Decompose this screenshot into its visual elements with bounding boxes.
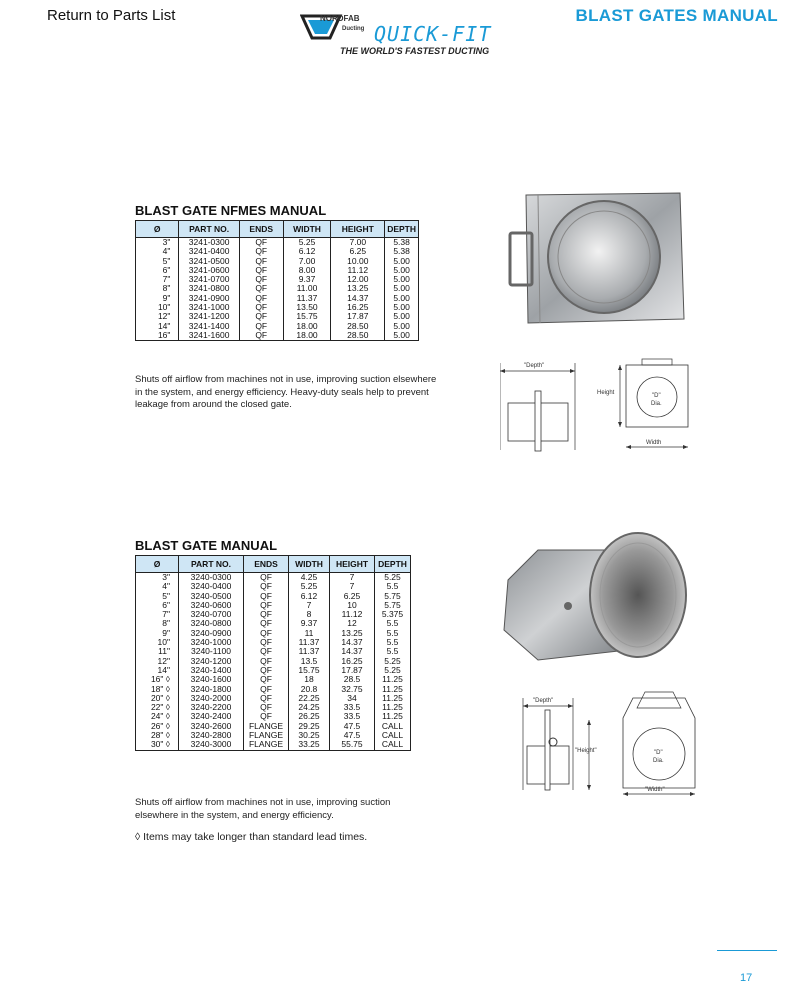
table-cell: 6.12 (283, 247, 331, 256)
manual-height-label: "Height" (575, 748, 597, 754)
table-cell: 34 (330, 694, 375, 703)
table-header-row (136, 221, 419, 238)
table-cell: FLANGE (244, 722, 289, 731)
table-cell: 5.00 (385, 294, 419, 303)
table-cell: 9" (136, 629, 179, 638)
table-cell: 28.50 (331, 322, 385, 331)
table-cell: QF (239, 303, 283, 312)
table-cell: 5.5 (375, 619, 411, 628)
table-cell: 26.25 (289, 712, 330, 721)
table-cell: 5.375 (375, 610, 411, 619)
manual-dimension-drawing (505, 690, 705, 800)
table-cell: 3241-1000 (179, 303, 239, 312)
table-cell: 14" (136, 666, 179, 675)
table-cell: 11.25 (375, 675, 411, 684)
table-cell: 47.5 (330, 731, 375, 740)
table-cell: QF (239, 284, 283, 293)
table-cell: 5.25 (375, 666, 411, 675)
table-cell: 3241-0300 (179, 238, 239, 248)
table-cell: 30" ◊ (136, 740, 179, 750)
table-cell: QF (244, 629, 289, 638)
table-cell: 33.5 (330, 703, 375, 712)
table-cell: 22" ◊ (136, 703, 179, 712)
table-cell: 10" (136, 638, 179, 647)
table-row (136, 685, 411, 694)
table-row (136, 238, 419, 248)
table-cell: 16.25 (331, 303, 385, 312)
table-cell: 28.5 (330, 675, 375, 684)
table-cell: 3240-0700 (179, 610, 244, 619)
table-cell: 5.38 (385, 238, 419, 248)
table-cell: 11.37 (289, 638, 330, 647)
column-header: PART NO. (179, 221, 239, 238)
nfmes-section-title: BLAST GATE NFMES MANUAL (135, 203, 327, 218)
table-row (136, 257, 419, 266)
table-cell: 11.00 (283, 284, 331, 293)
table-cell: 3241-0500 (179, 257, 239, 266)
table-cell: QF (244, 675, 289, 684)
table-cell: QF (239, 247, 283, 256)
logo-tagline: THE WORLD'S FASTEST DUCTING (340, 46, 490, 56)
table-cell: 3240-0300 (179, 573, 244, 583)
table-cell: 4" (136, 247, 179, 256)
table-cell: 5.25 (375, 657, 411, 666)
table-cell: 3240-2400 (179, 712, 244, 721)
table-cell: 3240-0800 (179, 619, 244, 628)
table-row (136, 303, 419, 312)
table-cell: 5.00 (385, 257, 419, 266)
table-cell: 10 (330, 601, 375, 610)
table-cell: 30.25 (289, 731, 330, 740)
table-cell: 9.37 (289, 619, 330, 628)
table-cell: 6" (136, 266, 179, 275)
table-cell: 6.12 (289, 592, 330, 601)
table-cell: 32.75 (330, 685, 375, 694)
nordfab-quickfit-logo (300, 10, 500, 62)
table-row (136, 666, 411, 675)
table-header-row (136, 556, 411, 573)
table-cell: 7.00 (283, 257, 331, 266)
table-cell: 8" (136, 619, 179, 628)
table-row (136, 592, 411, 601)
table-cell: 24" ◊ (136, 712, 179, 721)
table-cell: 13.50 (283, 303, 331, 312)
table-cell: 4.25 (289, 573, 330, 583)
table-cell: 14.37 (330, 638, 375, 647)
nfmes-spec-table (135, 220, 419, 341)
table-cell: 3241-1400 (179, 322, 239, 331)
table-cell: 3240-2800 (179, 731, 244, 740)
table-cell: CALL (375, 740, 411, 750)
table-cell: 5.5 (375, 582, 411, 591)
table-cell: 7" (136, 610, 179, 619)
table-cell: 3240-0400 (179, 582, 244, 591)
table-cell: 3240-3000 (179, 740, 244, 750)
table-cell: 33.5 (330, 712, 375, 721)
table-cell: 3240-0900 (179, 629, 244, 638)
table-cell: 5.75 (375, 601, 411, 610)
manual-title: BLAST GATES MANUAL (575, 6, 778, 25)
table-cell: 3241-1600 (179, 331, 239, 341)
table-cell: 11.25 (375, 685, 411, 694)
table-cell: 18 (289, 675, 330, 684)
table-cell: 28.50 (331, 331, 385, 341)
table-row (136, 601, 411, 610)
column-header: HEIGHT (330, 556, 375, 573)
table-cell: 5.5 (375, 647, 411, 656)
table-cell: 5.00 (385, 331, 419, 341)
table-row (136, 284, 419, 293)
table-cell: 24.25 (289, 703, 330, 712)
table-cell: QF (244, 592, 289, 601)
table-cell: 3" (136, 238, 179, 248)
table-cell: QF (244, 657, 289, 666)
table-cell: 14.37 (331, 294, 385, 303)
column-header: WIDTH (289, 556, 330, 573)
table-cell: 8 (289, 610, 330, 619)
table-cell: 5" (136, 257, 179, 266)
column-header: PART NO. (179, 556, 244, 573)
table-cell: 18" ◊ (136, 685, 179, 694)
table-cell: 11.12 (330, 610, 375, 619)
column-header: DEPTH (385, 221, 419, 238)
table-row (136, 619, 411, 628)
table-row (136, 703, 411, 712)
table-cell: 5.25 (289, 582, 330, 591)
nfmes-dimension-drawing (500, 355, 700, 455)
table-row (136, 322, 419, 331)
table-cell: 5.00 (385, 322, 419, 331)
table-cell: 5.25 (375, 573, 411, 583)
manual-width-label: "Width" (645, 787, 665, 793)
table-cell: QF (239, 331, 283, 341)
return-to-parts-list-link[interactable]: Return to Parts List (47, 7, 176, 24)
table-cell: 3240-1600 (179, 675, 244, 684)
table-row (136, 247, 419, 256)
table-cell: 9" (136, 294, 179, 303)
table-cell: 11" (136, 647, 179, 656)
table-cell: QF (244, 703, 289, 712)
column-header: Ø (136, 221, 179, 238)
column-header: Ø (136, 556, 179, 573)
table-cell: 7 (330, 582, 375, 591)
manual-dia-label: "D" (654, 750, 663, 756)
logo-brand-sub: Ducting (342, 26, 365, 32)
table-cell: 6.25 (330, 592, 375, 601)
table-cell: 5.00 (385, 284, 419, 293)
table-cell: QF (244, 712, 289, 721)
table-cell: 20.8 (289, 685, 330, 694)
table-cell: 7 (289, 601, 330, 610)
nfmes-width-label: Width (646, 440, 662, 446)
table-cell: 3241-0900 (179, 294, 239, 303)
table-cell: 33.25 (289, 740, 330, 750)
table-row (136, 573, 411, 583)
manual-spec-table (135, 555, 411, 751)
table-row (136, 275, 419, 284)
table-cell: 5.00 (385, 303, 419, 312)
table-cell: QF (239, 238, 283, 248)
table-cell: QF (244, 601, 289, 610)
table-cell: 5.00 (385, 312, 419, 321)
nfmes-description: Shuts off airflow from machines not in use, improving suction elsewhere in the system, and energy efficiency. Heavy-duty seals help to prevent leakage from around the closed gate. (135, 374, 437, 410)
logo-brand: NORDFAB (320, 14, 360, 23)
page-number: 17 (740, 972, 753, 984)
table-cell: 12 (330, 619, 375, 628)
table-cell: 16.25 (330, 657, 375, 666)
table-cell: 14.37 (330, 647, 375, 656)
table-cell: QF (239, 294, 283, 303)
table-cell: 5.38 (385, 247, 419, 256)
table-cell: FLANGE (244, 740, 289, 750)
table-cell: 3240-1000 (179, 638, 244, 647)
table-cell: 7 (330, 573, 375, 583)
table-cell: 3" (136, 573, 179, 583)
table-cell: 5.5 (375, 629, 411, 638)
lead-time-note: ◊ Items may take longer than standard lead times. (135, 831, 368, 843)
table-cell: 5" (136, 592, 179, 601)
table-cell: QF (244, 694, 289, 703)
table-cell: 5.5 (375, 638, 411, 647)
table-cell: 12" (136, 312, 179, 321)
table-cell: 7.00 (331, 238, 385, 248)
table-cell: CALL (375, 722, 411, 731)
table-cell: 18.00 (283, 322, 331, 331)
manual-depth-label: "Depth" (533, 698, 554, 704)
table-cell: 13.5 (289, 657, 330, 666)
manual-section-title: BLAST GATE MANUAL (135, 538, 278, 553)
table-cell: 18.00 (283, 331, 331, 341)
table-cell: 5.75 (375, 592, 411, 601)
table-row (136, 294, 419, 303)
nfmes-dia-label-2: Dia. (651, 401, 662, 407)
table-cell: QF (239, 275, 283, 284)
table-cell: 11.25 (375, 712, 411, 721)
table-cell: 3240-0500 (179, 592, 244, 601)
column-header: ENDS (239, 221, 283, 238)
table-cell: 3240-1100 (179, 647, 244, 656)
table-cell: 15.75 (289, 666, 330, 675)
table-cell: 16" ◊ (136, 675, 179, 684)
table-cell: 8.00 (283, 266, 331, 275)
table-row (136, 582, 411, 591)
table-row (136, 629, 411, 638)
table-cell: 3240-0600 (179, 601, 244, 610)
table-cell: 29.25 (289, 722, 330, 731)
table-row (136, 657, 411, 666)
table-cell: 10.00 (331, 257, 385, 266)
table-cell: CALL (375, 731, 411, 740)
table-row (136, 638, 411, 647)
table-cell: 13.25 (330, 629, 375, 638)
table-cell: 26" ◊ (136, 722, 179, 731)
table-row (136, 647, 411, 656)
table-row (136, 740, 411, 750)
table-cell: 6.25 (331, 247, 385, 256)
table-cell: 3241-0800 (179, 284, 239, 293)
table-cell: FLANGE (244, 731, 289, 740)
manual-dia-label-2: Dia. (653, 758, 664, 764)
table-row (136, 610, 411, 619)
table-cell: QF (239, 266, 283, 275)
table-cell: 3241-0400 (179, 247, 239, 256)
table-row (136, 266, 419, 275)
column-header: DEPTH (375, 556, 411, 573)
table-cell: 8" (136, 284, 179, 293)
nfmes-height-label: Height (597, 390, 615, 396)
table-cell: 14" (136, 322, 179, 331)
table-cell: 17.87 (331, 312, 385, 321)
table-cell: 22.25 (289, 694, 330, 703)
table-cell: 3240-1400 (179, 666, 244, 675)
table-cell: 10" (136, 303, 179, 312)
table-cell: 12.00 (331, 275, 385, 284)
table-cell: 15.75 (283, 312, 331, 321)
table-cell: 11.25 (375, 703, 411, 712)
column-header: WIDTH (283, 221, 331, 238)
table-row (136, 312, 419, 321)
table-cell: QF (244, 610, 289, 619)
table-cell: QF (244, 582, 289, 591)
table-cell: 4" (136, 582, 179, 591)
nfmes-dia-label: "D" (652, 393, 661, 399)
table-cell: 5.00 (385, 275, 419, 284)
table-cell: QF (244, 647, 289, 656)
table-cell: 55.75 (330, 740, 375, 750)
table-cell: QF (239, 257, 283, 266)
table-cell: 17.87 (330, 666, 375, 675)
manual-blast-gate-photo (498, 520, 690, 670)
table-cell: 3241-1200 (179, 312, 239, 321)
table-cell: 28" ◊ (136, 731, 179, 740)
table-cell: 7" (136, 275, 179, 284)
table-cell: QF (239, 322, 283, 331)
table-cell: 3240-2600 (179, 722, 244, 731)
column-header: ENDS (244, 556, 289, 573)
nfmes-depth-label: "Depth" (524, 363, 545, 369)
table-row (136, 331, 419, 341)
table-cell: 16" (136, 331, 179, 341)
table-cell: 3240-2000 (179, 694, 244, 703)
table-cell: 13.25 (331, 284, 385, 293)
table-cell: 47.5 (330, 722, 375, 731)
table-row (136, 694, 411, 703)
table-cell: QF (244, 573, 289, 583)
logo-product-name: QUICK-FIT (374, 22, 492, 46)
table-cell: 3241-0600 (179, 266, 239, 275)
nfmes-blast-gate-photo (508, 187, 688, 327)
table-cell: 11.12 (331, 266, 385, 275)
manual-description: Shuts off airflow from machines not in use, improving suction elsewhere in the system, and energy efficiency. (135, 797, 391, 821)
table-cell: 11 (289, 629, 330, 638)
table-cell: 5.25 (283, 238, 331, 248)
table-cell: 12" (136, 657, 179, 666)
footer-divider (717, 950, 777, 951)
table-cell: 9.37 (283, 275, 331, 284)
table-cell: QF (244, 619, 289, 628)
table-cell: QF (239, 312, 283, 321)
table-cell: 5.00 (385, 266, 419, 275)
table-cell: 3240-2200 (179, 703, 244, 712)
table-cell: 3241-0700 (179, 275, 239, 284)
table-cell: 3240-1200 (179, 657, 244, 666)
table-row (136, 675, 411, 684)
table-cell: 6" (136, 601, 179, 610)
table-cell: QF (244, 666, 289, 675)
column-header: HEIGHT (331, 221, 385, 238)
table-cell: 11.37 (289, 647, 330, 656)
table-cell: 3240-1800 (179, 685, 244, 694)
table-cell: 20" ◊ (136, 694, 179, 703)
table-cell: QF (244, 638, 289, 647)
table-cell: QF (244, 685, 289, 694)
table-cell: 11.25 (375, 694, 411, 703)
table-cell: 11.37 (283, 294, 331, 303)
